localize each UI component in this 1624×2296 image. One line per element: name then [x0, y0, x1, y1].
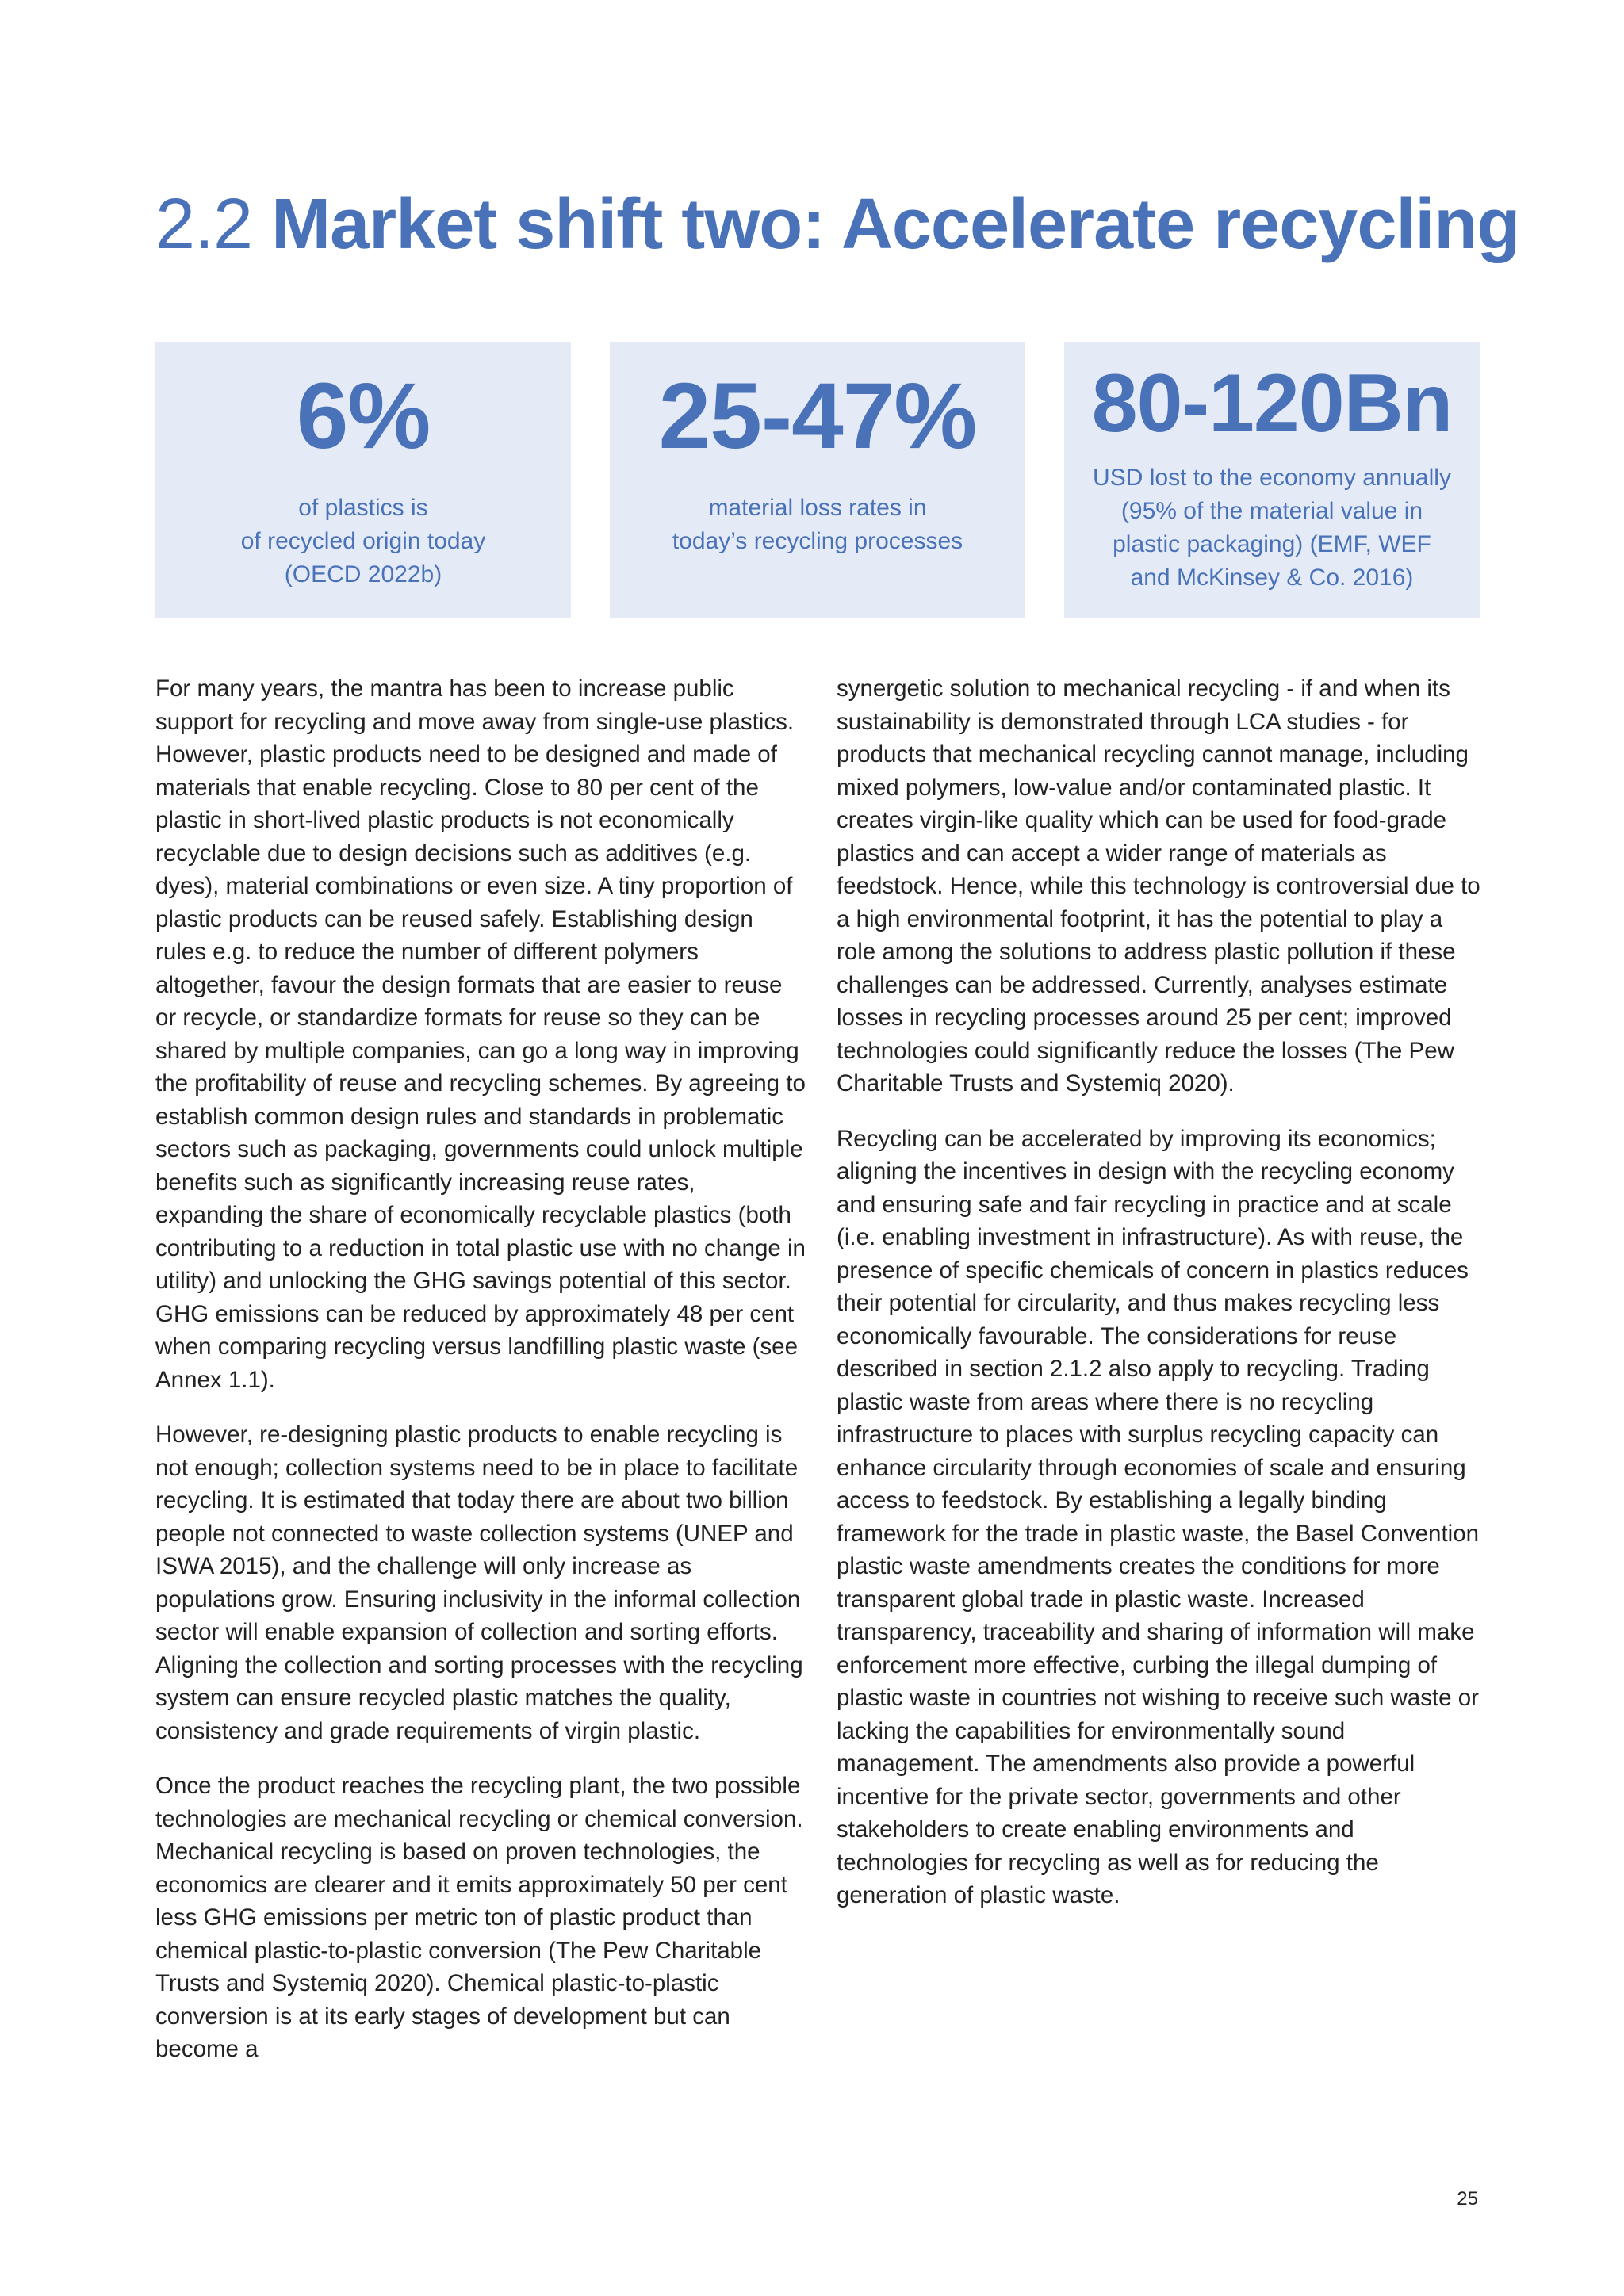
- stat-description: [610, 492, 1025, 558]
- section-number: 2.2: [155, 185, 253, 264]
- stat-description-line: plastic packaging) (EMF, WEF: [1113, 531, 1431, 557]
- body-column-right: [837, 672, 1480, 1934]
- stat-value: 6%: [296, 364, 431, 469]
- stat-description-line: and McKinsey & Co. 2016): [1130, 564, 1414, 591]
- stat-value: 80-120Bn: [1091, 358, 1453, 450]
- stat-card-usd-lost: [1064, 342, 1480, 618]
- stat-description-line: USD lost to the economy annually: [1093, 465, 1451, 491]
- stat-description-line: material loss rates in: [708, 495, 927, 521]
- body-paragraph: Once the product reaches the recycling plant, the two possible technologies are mechanical recycling or chemical conversion. Mechanical recycling is based on proven technologies, the economics are clearer and it emits approximately 50 per cent less GHG emissions per metric ton of plastic product than chemical plastic-to-plastic conversion (The Pew Charitable Trusts and Systemiq 2020). Chemical plastic-to-plastic conversion is at its early stages of development but can become a: [155, 1773, 803, 2062]
- stat-card-material-loss: [610, 342, 1025, 618]
- page-title: [155, 181, 1519, 268]
- stat-description-line: (OECD 2022b): [284, 561, 442, 587]
- stat-description-line: of plastics is: [298, 495, 428, 521]
- section-title: Market shift two: Accelerate recycling: [271, 185, 1520, 264]
- body-paragraph: synergetic solution to mechanical recycling - if and when its sustainability is demonstrated through LCA studies - for products that mechanical recycling cannot manage, including mixed polymers, low-value and/or contaminated plastic. It creates virgin-like quality which can be used for food-grade plastics and can accept a wider range of materials as feedstock. Hence, while this technology is controversial due to a high environmental footprint, it has the potential to play a role among the solutions to address plastic pollution if these challenges can be addressed. Currently, analyses estimate losses in recycling processes around 25 per cent; improved technologies could significantly reduce the losses (The Pew Charitable Trusts and Systemiq 2020).: [837, 675, 1480, 1096]
- page-number: 25: [1457, 2188, 1478, 2210]
- stat-card-recycled-origin: [155, 342, 571, 618]
- stat-description: [155, 492, 571, 591]
- stat-description-line: today’s recycling processes: [672, 528, 963, 554]
- body-paragraph: However, re-designing plastic products to enable recycling is not enough; collection systems need to be in place to facilitate recycling. It is estimated that today there are about two billion people not connected to waste collection systems (UNEP and ISWA 2015), and the challenge will only increase as populations grow. Ensuring inclusivity in the informal collection sector will enable expansion of collection and sorting efforts. Aligning the collection and sorting processes with the recycling system can ensure recycled plastic matches the quality, consistency and grade requirements of virgin plastic.: [155, 1422, 803, 1744]
- stats-row: [155, 342, 1480, 618]
- body-paragraph: For many years, the mantra has been to increase public support for recycling and move away from single-use plastics. However, plastic products need to be designed and made of materials that enable recycling. Close to 80 per cent of the plastic in short-lived plastic products is not economically recyclable due to design decisions such as additives (e.g. dyes), material combinations or even size. A tiny proportion of plastic products can be reused safely. Establishing design rules e.g. to reduce the number of different polymers altogether, favour the design formats that are easier to reuse or recycle, or standardize formats for reuse so they can be shared by multiple companies, can go a long way in improving the profitability of reuse and recycling schemes. By agreeing to establish common design rules and standards in problematic sectors such as packaging, governments could unlock multiple benefits such as significantly increasing reuse rates, expanding the share of economically recyclable plastics (both contributing to a reduction in total plastic use with no change in utility) and unlocking the GHG savings potential of this sector. GHG emissions can be reduced by approximately 48 per cent when comparing recycling versus landfilling plastic waste (see Annex 1.1).: [155, 675, 806, 1393]
- stat-description-line: of recycled origin today: [240, 528, 486, 554]
- stat-description: [1064, 461, 1480, 595]
- stat-value: 25-47%: [658, 364, 977, 469]
- body-column-left: [155, 672, 806, 2088]
- stat-description-line: (95% of the material value in: [1120, 498, 1423, 524]
- body-paragraph: Recycling can be accelerated by improving its economics; aligning the incentives in design with the recycling economy and ensuring safe and fair recycling in practice and at scale (i.e. enabling investment in infrastructure). As with reuse, the presence of specific chemicals of concern in plastics reduces their potential for circularity, and thus makes recycling less economically favourable. The considerations for reuse described in section 2.1.2 also apply to recycling. Trading plastic waste from areas where there is no recycling infrastructure to places with surplus recycling capacity can enhance circularity through economies of scale and ensuring access to feedstock. By establishing a legally binding framework for the trade in plastic waste, the Basel Convention plastic waste amendments creates the conditions for more transparent global trade in plastic waste. Increased transparency, traceability and sharing of information will make enforcement more effective, curbing the illegal dumping of plastic waste in countries not wishing to receive such waste or lacking the capabilities for environmentally sound management. The amendments also provide a powerful incentive for the private sector, governments and other stakeholders to create enabling environments and technologies for recycling as well as for reducing the generation of plastic waste.: [837, 1125, 1480, 1908]
